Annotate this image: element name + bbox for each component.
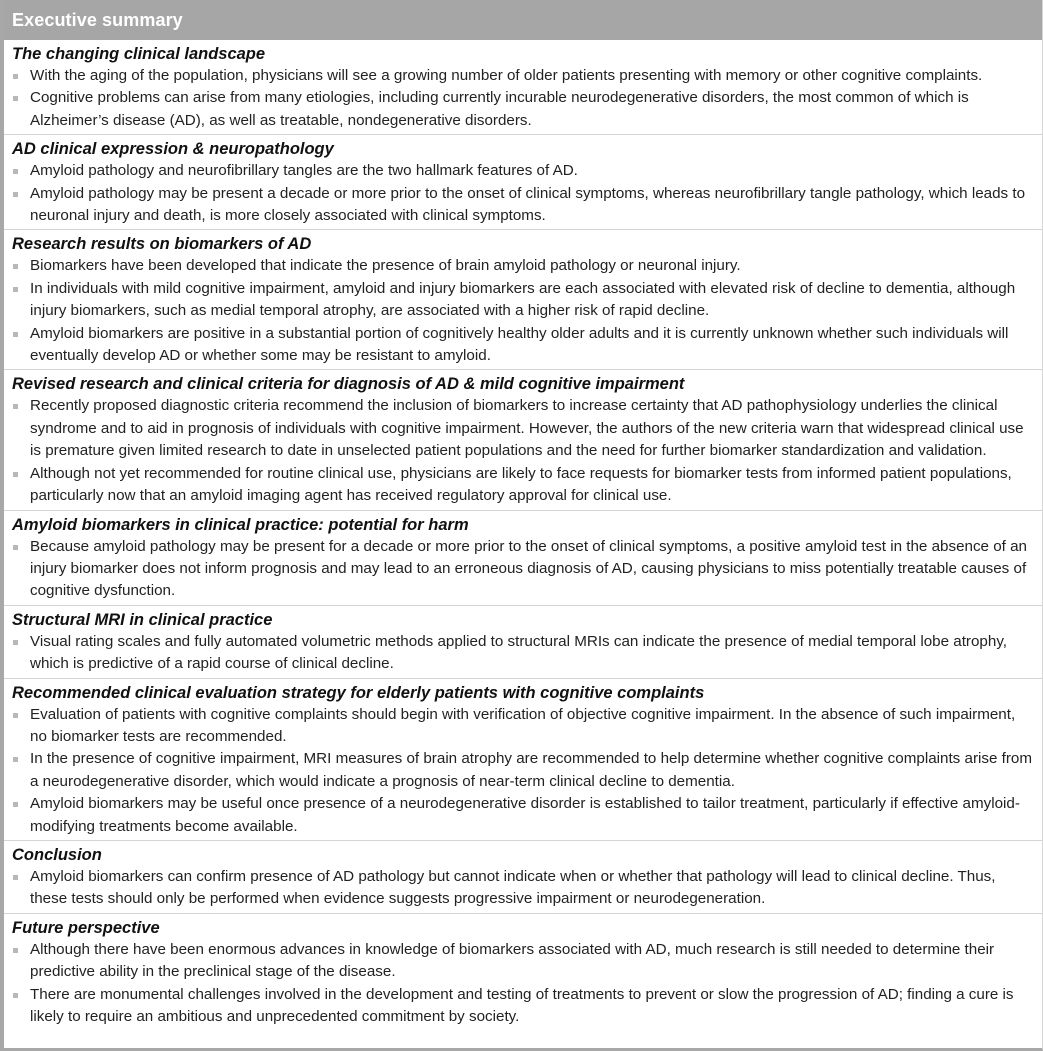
summary-section bbox=[4, 511, 1042, 606]
section-title: Conclusion bbox=[12, 845, 102, 864]
bullet-item bbox=[12, 278, 1034, 323]
summary-section bbox=[4, 135, 1042, 230]
square-bullet-icon bbox=[13, 875, 18, 880]
bullet-item bbox=[12, 65, 1034, 87]
bullet-text: Amyloid pathology and neurofibrillary tangles are the two hallmark features of AD. bbox=[30, 162, 578, 180]
bullet-item bbox=[12, 395, 1034, 462]
bullet-list bbox=[12, 395, 1034, 507]
bullet-list bbox=[12, 866, 1034, 911]
bullet-item bbox=[12, 536, 1034, 603]
bullet-text: In individuals with mild cognitive impairment, amyloid and injury biomarkers are each associated with elevated risk of decline to dementia, although injury biomarkers, such as medial temporal atrophy, are associated with a higher risk of rapid decline. bbox=[30, 279, 1016, 320]
bullet-text: With the aging of the population, physicians will see a growing number of older patients presenting with memory or other cognitive complaints. bbox=[30, 67, 983, 84]
bullet-item bbox=[12, 748, 1034, 793]
square-bullet-icon bbox=[13, 545, 18, 550]
square-bullet-icon bbox=[13, 472, 18, 477]
bullet-text: Amyloid biomarkers may be useful once presence of a neurodegenerative disorder is established to tailor treatment, particularly if effective amyloid-modifying treatments become available. bbox=[30, 795, 1020, 835]
bullet-list bbox=[12, 255, 1034, 367]
bullet-text: Evaluation of patients with cognitive complaints should begin with verification of objective cognitive impairment. In the absence of such impairment, no biomarker tests are recommended. bbox=[30, 705, 1016, 745]
bullet-list bbox=[12, 160, 1034, 227]
square-bullet-icon bbox=[13, 264, 18, 269]
bullet-text: Although not yet recommended for routine clinical use, physicians are likely to face requests for biomarker tests from informed patient populations, particularly now that an amyloid imaging agent has received regulatory approval for clinical use. bbox=[30, 464, 1012, 505]
square-bullet-icon bbox=[13, 332, 18, 337]
bullet-item bbox=[12, 87, 1034, 132]
square-bullet-icon bbox=[13, 993, 18, 998]
bullet-list bbox=[12, 536, 1034, 603]
bullet-text: In the presence of cognitive impairment, MRI measures of brain atrophy are recommended to help determine whether cognitive complaints arise from a neurodegenerative disorder, which would indicate a prognosis of near-term clinical decline to dementia. bbox=[30, 750, 1033, 790]
bullet-text: Recently proposed diagnostic criteria recommend the inclusion of biomarkers to increase certainty that AD pathophysiology underlies the clinical syndrome and to aid in prognosis of individuals with cognitive impairment. However, the authors of the new criteria warn that widespread clinical use is premature given limited research to date in unselected patient populations and the need for further biomarker standardization and validation. bbox=[30, 397, 1024, 460]
bullet-text: Visual rating scales and fully automated volumetric methods applied to structural MRIs can indicate the presence of medial temporal lobe atrophy, which is predictive of a rapid course of clinical decline. bbox=[30, 632, 1008, 673]
bullet-list bbox=[12, 65, 1034, 132]
bullet-list bbox=[12, 631, 1034, 676]
summary-section bbox=[4, 40, 1042, 135]
square-bullet-icon bbox=[13, 757, 18, 762]
square-bullet-icon bbox=[13, 404, 18, 409]
bullet-item bbox=[12, 631, 1034, 676]
bullet-list bbox=[12, 704, 1034, 838]
bullet-item bbox=[12, 984, 1034, 1029]
bullet-item bbox=[12, 866, 1034, 911]
bullet-list bbox=[12, 939, 1034, 1029]
square-bullet-icon bbox=[13, 640, 18, 645]
square-bullet-icon bbox=[13, 192, 18, 197]
bullet-text: There are monumental challenges involved in the development and testing of treatments to prevent or slow the progression of AD; finding a cure is likely to require an ambitious and unprecedented commitment by society. bbox=[30, 985, 1014, 1025]
bullet-text: Because amyloid pathology may be present for a decade or more prior to the onset of clinical symptoms, a positive amyloid test in the absence of an injury biomarker does not inform prognosis and may lead to an erroneous diagnosis of AD, causing physicians to miss potentially treatable causes of cognitive dysfunction. bbox=[30, 537, 1027, 600]
bullet-item bbox=[12, 793, 1034, 838]
bullet-item bbox=[12, 183, 1034, 228]
bullet-text: Biomarkers have been developed that indicate the presence of brain amyloid pathology or neuronal injury. bbox=[30, 257, 741, 275]
section-title: Recommended clinical evaluation strategy for elderly patients with cognitive complaints bbox=[12, 683, 705, 702]
bullet-item bbox=[12, 939, 1034, 984]
summary-section bbox=[4, 606, 1042, 679]
square-bullet-icon bbox=[13, 169, 18, 174]
section-title: The changing clinical landscape bbox=[12, 45, 266, 63]
summary-section bbox=[4, 914, 1042, 1031]
bullet-text: Amyloid biomarkers can confirm presence of AD pathology but cannot indicate when or whether that pathology will lead to clinical decline. Thus, these tests should only be performed when evidence suggests progressive impairment or neurodegeneration. bbox=[30, 867, 996, 908]
square-bullet-icon bbox=[13, 802, 18, 807]
bullet-item bbox=[12, 463, 1034, 508]
section-title: Research results on biomarkers of AD bbox=[12, 235, 312, 254]
bullet-text: Cognitive problems can arise from many etiologies, including currently incurable neurodegenerative disorders, the most common of which is Alzheimer’s disease (AD), as well as treatable, nondegenerative disorders. bbox=[30, 89, 969, 129]
bullet-item bbox=[12, 704, 1034, 749]
summary-section bbox=[4, 841, 1042, 914]
section-title: Structural MRI in clinical practice bbox=[12, 610, 273, 629]
bullet-text: Amyloid pathology may be present a decade or more prior to the onset of clinical symptoms, whereas neurofibrillary tangle pathology, which leads to neuronal injury and death, is more closely associated with clinical symptoms. bbox=[30, 184, 1026, 225]
bullet-text: Amyloid biomarkers are positive in a substantial portion of cognitively healthy older adults and it is currently unknown whether such individuals will eventually develop AD or whether some may be resistant to amyloid. bbox=[30, 324, 1009, 365]
bullet-item bbox=[12, 255, 1034, 277]
summary-section bbox=[4, 370, 1042, 510]
bullet-item bbox=[12, 160, 1034, 182]
section-title: Amyloid biomarkers in clinical practice: potential for harm bbox=[12, 515, 469, 534]
square-bullet-icon bbox=[13, 74, 18, 79]
square-bullet-icon bbox=[13, 96, 18, 101]
box-header: Executive summary bbox=[4, 0, 1042, 40]
bullet-item bbox=[12, 323, 1034, 368]
sections-container bbox=[4, 40, 1042, 1030]
bullet-text: Although there have been enormous advances in knowledge of biomarkers associated with AD, much research is still needed to determine their predictive ability in the preclinical stage of the disease. bbox=[30, 940, 995, 981]
section-title: Future perspective bbox=[12, 918, 160, 937]
square-bullet-icon bbox=[13, 948, 18, 953]
section-title: Revised research and clinical criteria for diagnosis of AD & mild cognitive impairment bbox=[12, 375, 685, 394]
square-bullet-icon bbox=[13, 287, 18, 292]
summary-section bbox=[4, 679, 1042, 841]
square-bullet-icon bbox=[13, 713, 18, 718]
summary-section bbox=[4, 230, 1042, 370]
section-title: AD clinical expression & neuropathology bbox=[12, 140, 334, 159]
